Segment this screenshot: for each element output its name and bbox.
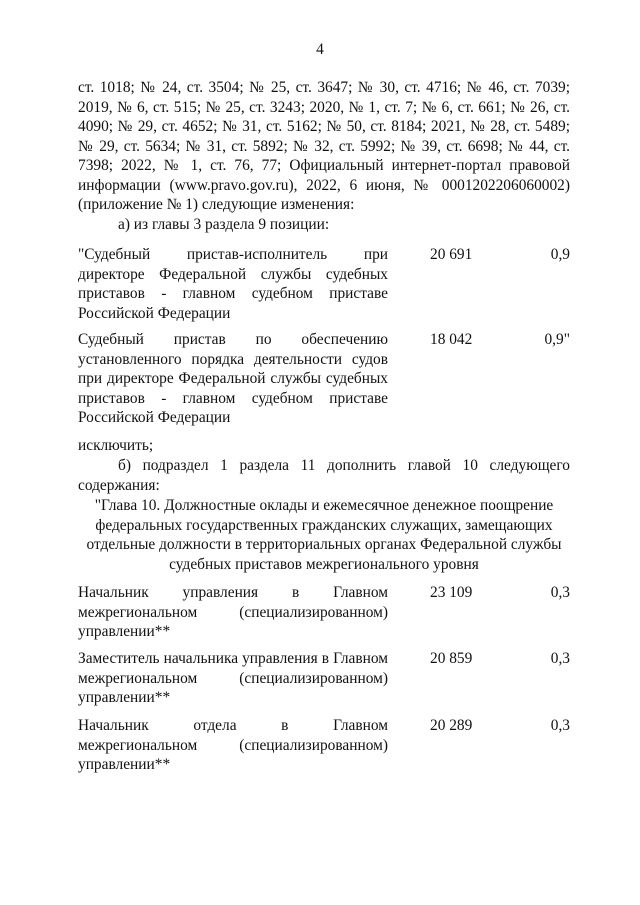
position-title: "Судебный пристав-исполнитель при директоре Федеральной службы судебных приставов - главном судебном приставе Российской Федерации bbox=[78, 246, 388, 322]
position-title: Начальник отдела в Главном межрегиональном (специализированном) управлении** bbox=[78, 717, 388, 773]
position-salary: 20 859 bbox=[430, 650, 473, 667]
citation-paragraph: ст. 1018; № 24, ст. 3504; № 25, ст. 3647; № 30, ст. 4716; № 46, ст. 7039; 2019, № 6, ст. 515; № 25, ст. 3243; 2020, № 1, ст. 7; № 6, ст. 661; № 26, ст. 4090; № 29, ст. 4652; № 31, ст. 5162; № 50, ст. 8184; 2021, № 28, ст. 5489; № 29, ст. 5634; № 31, ст. 5892; № 32, ст. 5992; № 39, ст. 6698; № 44, ст. 7398; 2022, № 1, ст. 76, 77; Официальный интернет-портал правовой информации (www.pravo.gov.ru), 2022, 6 июня, № 0001202206060002) (приложение № 1) следующие изменения: bbox=[78, 79, 570, 213]
position-coefficient: 0,3 bbox=[550, 717, 570, 734]
position-salary: 20 691 bbox=[430, 246, 473, 263]
page-number: 4 bbox=[316, 41, 324, 58]
position-title: Судебный пристав по обеспечению установленного порядка деятельности судов при директоре Федеральной службы судебных приставов - главном судебном приставе Российской Федерации bbox=[78, 331, 388, 426]
position-title: Заместитель начальника управления в Главном межрегиональном (специализированном) управлении** bbox=[78, 650, 388, 706]
position-salary: 23 109 bbox=[430, 584, 473, 601]
item-b-text: б) подраздел 1 раздела 11 дополнить главой 10 следующего содержания: bbox=[78, 457, 570, 494]
position-title: Начальник управления в Главном межрегиональном (специализированном) управлении** bbox=[78, 584, 388, 640]
position-coefficient: 0,9" bbox=[544, 331, 570, 348]
position-salary: 18 042 bbox=[430, 331, 473, 348]
chapter-heading: "Глава 10. Должностные оклады и ежемесячное денежное поощрение федеральных государственных гражданских служащих, замещающих отдельные должности в территориальных органах Федеральной службы судебных приставов межрегионального уровня bbox=[86, 497, 562, 573]
position-coefficient: 0,3 bbox=[550, 584, 570, 601]
item-a-text: а) из главы 3 раздела 9 позиции: bbox=[118, 216, 330, 233]
position-salary: 20 289 bbox=[430, 717, 473, 734]
position-coefficient: 0,9 bbox=[550, 246, 570, 263]
exclude-word: исключить; bbox=[78, 437, 154, 454]
position-coefficient: 0,3 bbox=[550, 650, 570, 667]
